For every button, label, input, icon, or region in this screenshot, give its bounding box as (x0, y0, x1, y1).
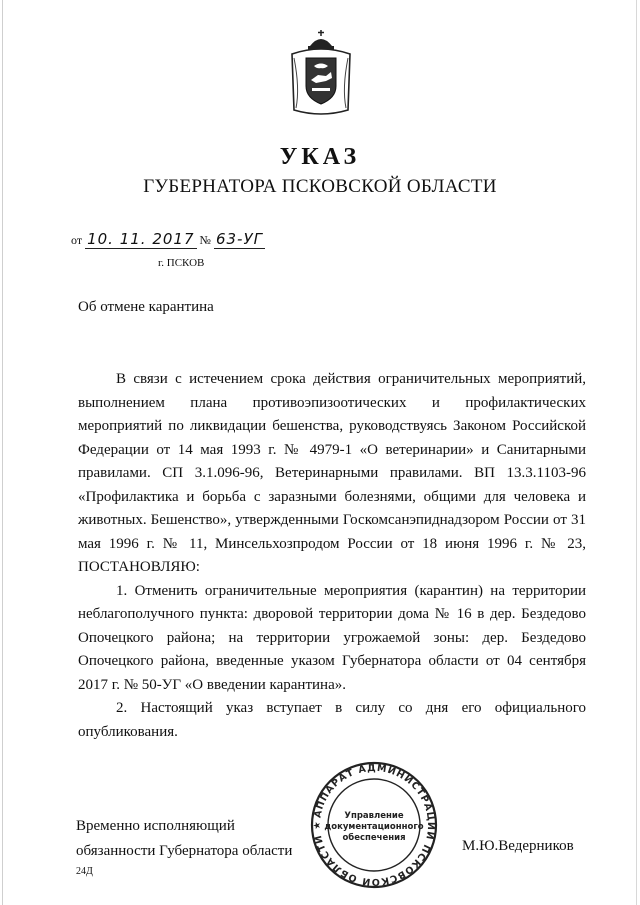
number-sign: № (199, 233, 211, 247)
signatory-name: М.Ю.Ведерников (462, 838, 574, 854)
date-prefix: от (71, 233, 83, 247)
item-1-paragraph: 1. Отменить ограничительные мероприятия (карантин) на территории неблагополучного пункта: дворовой территории дома № 16 в дер. Бездедово Опочецкого района; на территории угрожаемой зоны: дер. Бездедово Опочецкого района, введенные указом Губернатора области от 04 сентября 2017 г. № 50-УГ «О введении карантина». (78, 582, 586, 693)
handwritten-date: 10. 11. 2017 (87, 230, 195, 248)
coat-of-arms-emblem (286, 28, 356, 118)
svg-text:документационного: документационного (324, 822, 424, 832)
scan-edge-right (636, 0, 637, 905)
signatory-position-line-1: Временно исполняющий (76, 818, 235, 834)
signatory-position (76, 814, 292, 863)
document-subject: Об отмене карантина (78, 299, 214, 315)
scan-edge-left (2, 0, 3, 905)
issue-city: г. ПСКОВ (158, 257, 205, 269)
document-code: 24Д (76, 866, 93, 877)
handwritten-number: 63-УГ (215, 230, 263, 248)
svg-text:Управление: Управление (344, 811, 404, 821)
signatory-position-line-2: обязанности Губернатора области (76, 842, 293, 859)
official-stamp (309, 760, 439, 890)
document-issuer: ГУБЕРНАТОРА ПСКОВСКОЙ ОБЛАСТИ (143, 176, 497, 197)
date-number-line (68, 230, 265, 248)
document-title: УКАЗ (279, 144, 361, 170)
document-body (78, 368, 586, 744)
preamble-paragraph: В связи с истечением срока действия ограничительных мероприятий, выполнением плана противоэпизоотических и профилактических мероприятий по ликвидации бешенства, руководствуясь Законом Российской Федерации от 14 мая 1993 г. № 4979-1 «О ветеринарии» и Санитарными правилами. СП 3.1.096-96, Ветеринарными правилами. ВП 13.3.1103-96 «Профилактика и борьба с заразными болезнями, общими для человека и животных. Бешенство», утвержденными Госкомсанэпиднадзором России от 31 мая 1996 г. № 11, Минсельхозпродом России от 18 июня 1996 г. № 23, ПОСТАНОВЛЯЮ: (78, 371, 586, 575)
item-2-paragraph: 2. Настоящий указ вступает в силу со дня его официального опубликования. (78, 700, 586, 740)
svg-text:АППАРАТ АДМИНИСТРАЦИИ ПСКОВСКО: АППАРАТ АДМИНИСТРАЦИИ ПСКОВСКОЙ ОБЛАСТИ ★ (311, 762, 437, 888)
svg-text:обеспечения: обеспечения (342, 833, 406, 843)
